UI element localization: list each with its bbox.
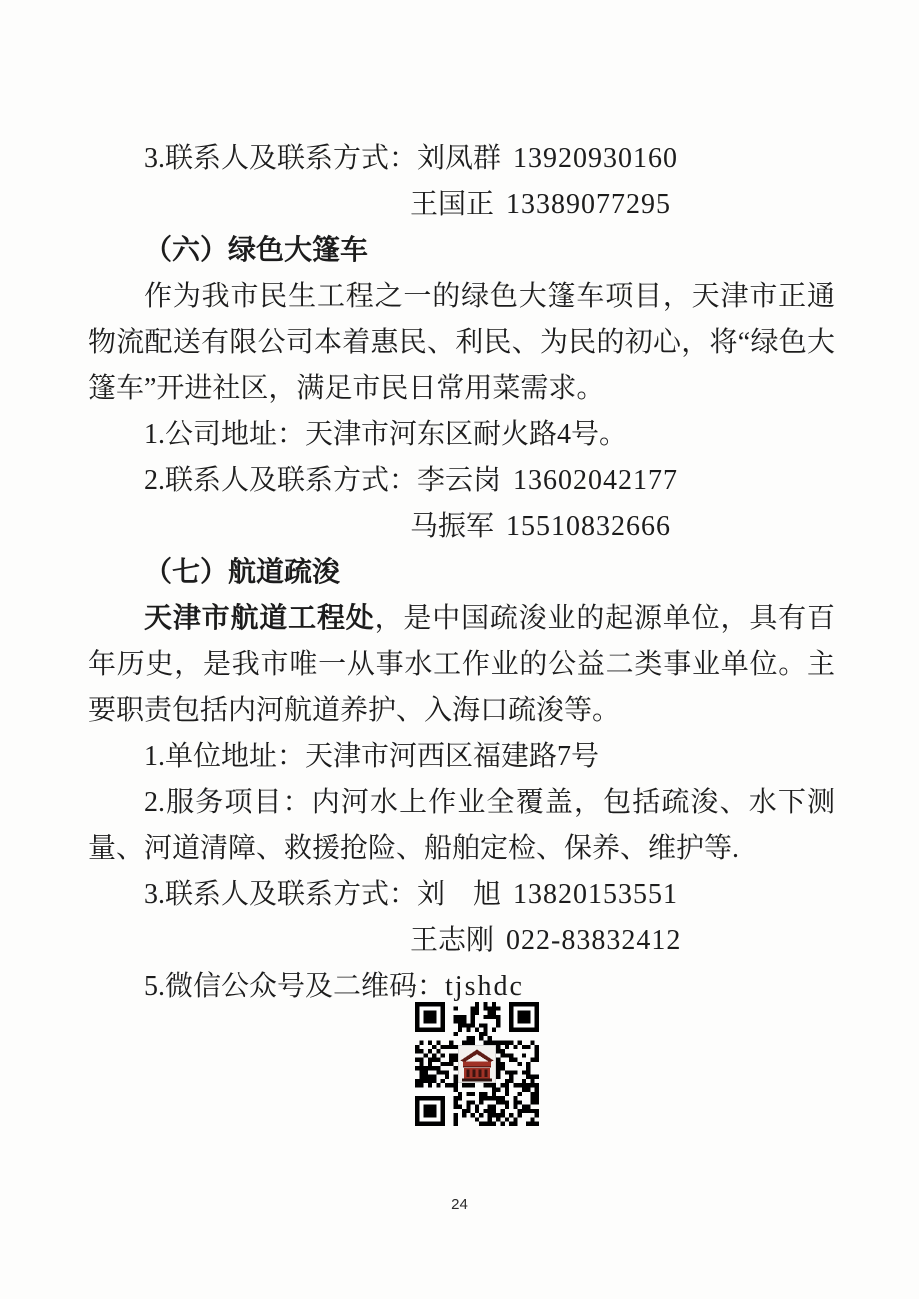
building-logo bbox=[458, 1045, 496, 1083]
section-heading-six: （六）绿色大篷车 bbox=[144, 235, 369, 266]
contact-name: 刘凤群 bbox=[417, 143, 502, 174]
contact-phone: 15510832666 bbox=[506, 511, 671, 542]
section-heading-seven: （七）航道疏浚 bbox=[144, 557, 341, 588]
contact-line bbox=[88, 872, 835, 918]
wechat-account: tjshdc bbox=[445, 971, 524, 1002]
contact-label: 3.联系人及联系方式： bbox=[144, 143, 418, 174]
contact-phone: 13602042177 bbox=[513, 465, 679, 496]
contact-name: 王志刚 bbox=[410, 925, 495, 956]
section-seven-address-item: 1.单位地址：天津市河西区福建路7号 bbox=[144, 741, 600, 772]
contact-name: 王国正 bbox=[410, 189, 495, 220]
organization-name: 天津市航道工程处 bbox=[144, 603, 375, 634]
section-seven-paragraph bbox=[88, 596, 835, 734]
contact-name: 马振军 bbox=[410, 511, 495, 542]
contact-label: 3.联系人及联系方式： bbox=[144, 879, 418, 910]
contact-line bbox=[88, 918, 835, 964]
contact-line bbox=[88, 136, 835, 182]
contact-phone: 13920930160 bbox=[513, 143, 679, 174]
contact-line bbox=[88, 458, 835, 504]
contact-name: 李云岗 bbox=[417, 465, 502, 496]
contact-line bbox=[88, 504, 835, 550]
wechat-label: 5.微信公众号及二维码： bbox=[144, 971, 446, 1002]
contact-label: 2.联系人及联系方式： bbox=[144, 465, 418, 496]
contact-phone: 13389077295 bbox=[506, 189, 671, 220]
contact-line bbox=[88, 182, 835, 228]
page-number: 24 bbox=[451, 1196, 468, 1213]
contact-phone: 022-83832412 bbox=[506, 925, 682, 956]
contact-phone: 13820153551 bbox=[513, 879, 679, 910]
section-seven-service-item: 2.服务项目：内河水上作业全覆盖，包括疏浚、水下测量、河道清障、救援抢险、船舶定检、保养、维护等. bbox=[88, 787, 835, 864]
contact-name: 刘 旭 bbox=[417, 879, 502, 910]
qr-code-image bbox=[415, 1002, 539, 1126]
section-six-paragraph: 作为我市民生工程之一的绿色大篷车项目，天津市正通物流配送有限公司本着惠民、利民、为民的初心，将“绿色大篷车”开进社区，满足市民日常用菜需求。 bbox=[88, 281, 835, 404]
paragraph-text: ，是中国疏浚业的起源单位，具有百年历史，是我市唯一从事水工作业的公益二类事业单位。主要职责包括内河航道养护、入海口疏浚等。 bbox=[88, 603, 835, 726]
section-six-address-item: 1.公司地址：天津市河东区耐火路4号。 bbox=[144, 419, 628, 450]
page-body-text bbox=[88, 136, 835, 1010]
wechat-qr-code bbox=[415, 1002, 539, 1126]
